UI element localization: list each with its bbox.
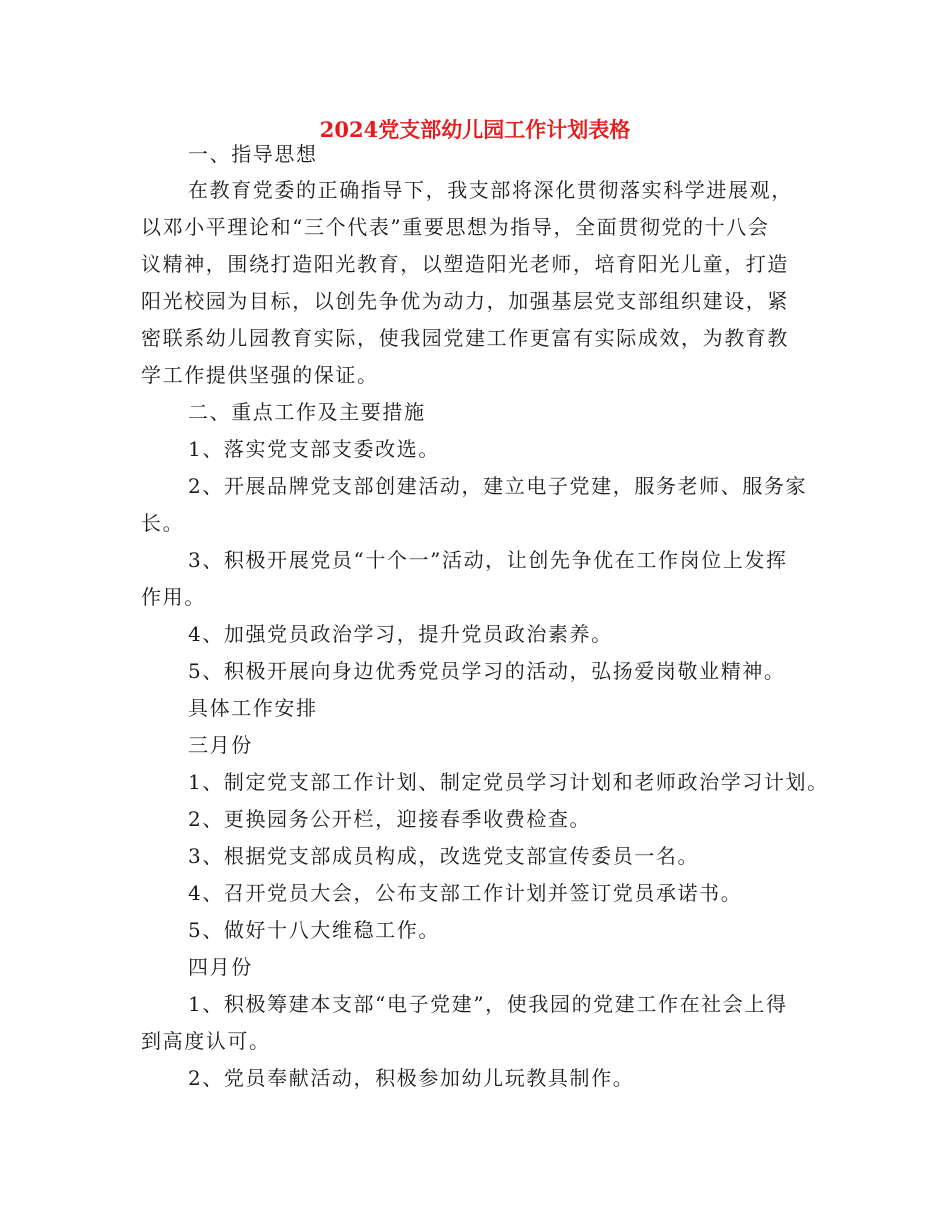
section-heading-arrangement: 具体工作安排 (188, 696, 318, 720)
list-item-continuation: 长。 (141, 511, 185, 535)
list-item: 5、做好十八大维稳工作。 (188, 918, 440, 942)
paragraph-line: 在教育党委的正确指导下，我支部将深化贯彻落实科学进展观， (188, 178, 793, 202)
list-item: 1、制定党支部工作计划、制定党员学习计划和老师政治学习计划。 (188, 770, 829, 794)
list-item: 4、召开党员大会，公布支部工作计划并签订党员承诺书。 (188, 881, 743, 905)
list-item: 2、开展品牌党支部创建活动，建立电子党建，服务老师、服务家 (188, 474, 808, 498)
paragraph-line: 议精神，围绕打造阳光教育，以塑造阳光老师，培育阳光儿童，打造 (141, 252, 789, 276)
list-item: 2、更换园务公开栏，迎接春季收费检查。 (188, 807, 592, 831)
month-heading-april: 四月份 (188, 955, 253, 979)
section-heading-guiding-thought: 一、指导思想 (188, 142, 318, 166)
document-title: 2024党支部幼儿园工作计划表格 (319, 117, 631, 142)
list-item: 1、积极筹建本支部“电子党建”，使我园的党建工作在社会上得 (188, 992, 788, 1016)
list-item: 5、积极开展向身边优秀党员学习的活动，弘扬爱岗敬业精神。 (188, 659, 786, 683)
paragraph-line: 阳光校园为目标，以创先争优为动力，加强基层党支部组织建设，紧 (141, 289, 789, 313)
list-item: 3、根据党支部成员构成，改选党支部宣传委员一名。 (188, 844, 700, 868)
list-item: 3、积极开展党员“十个一”活动，让创先争优在工作岗位上发挥 (188, 548, 788, 572)
list-item: 4、加强党员政治学习，提升党员政治素养。 (188, 622, 613, 646)
list-item: 1、落实党支部支委改选。 (188, 437, 440, 461)
list-item-continuation: 作用。 (141, 585, 206, 609)
section-heading-key-work: 二、重点工作及主要措施 (188, 400, 426, 424)
paragraph-line: 密联系幼儿园教育实际，使我园党建工作更富有实际成效，为教育教 (141, 326, 789, 350)
list-item: 2、党员奉献活动，积极参加幼儿玩教具制作。 (188, 1066, 635, 1090)
paragraph-line: 学工作提供坚强的保证。 (141, 363, 379, 387)
list-item-continuation: 到高度认可。 (141, 1029, 271, 1053)
month-heading-march: 三月份 (188, 733, 253, 757)
paragraph-line: 以邓小平理论和“三个代表”重要思想为指导，全面贯彻党的十八会 (141, 215, 770, 239)
